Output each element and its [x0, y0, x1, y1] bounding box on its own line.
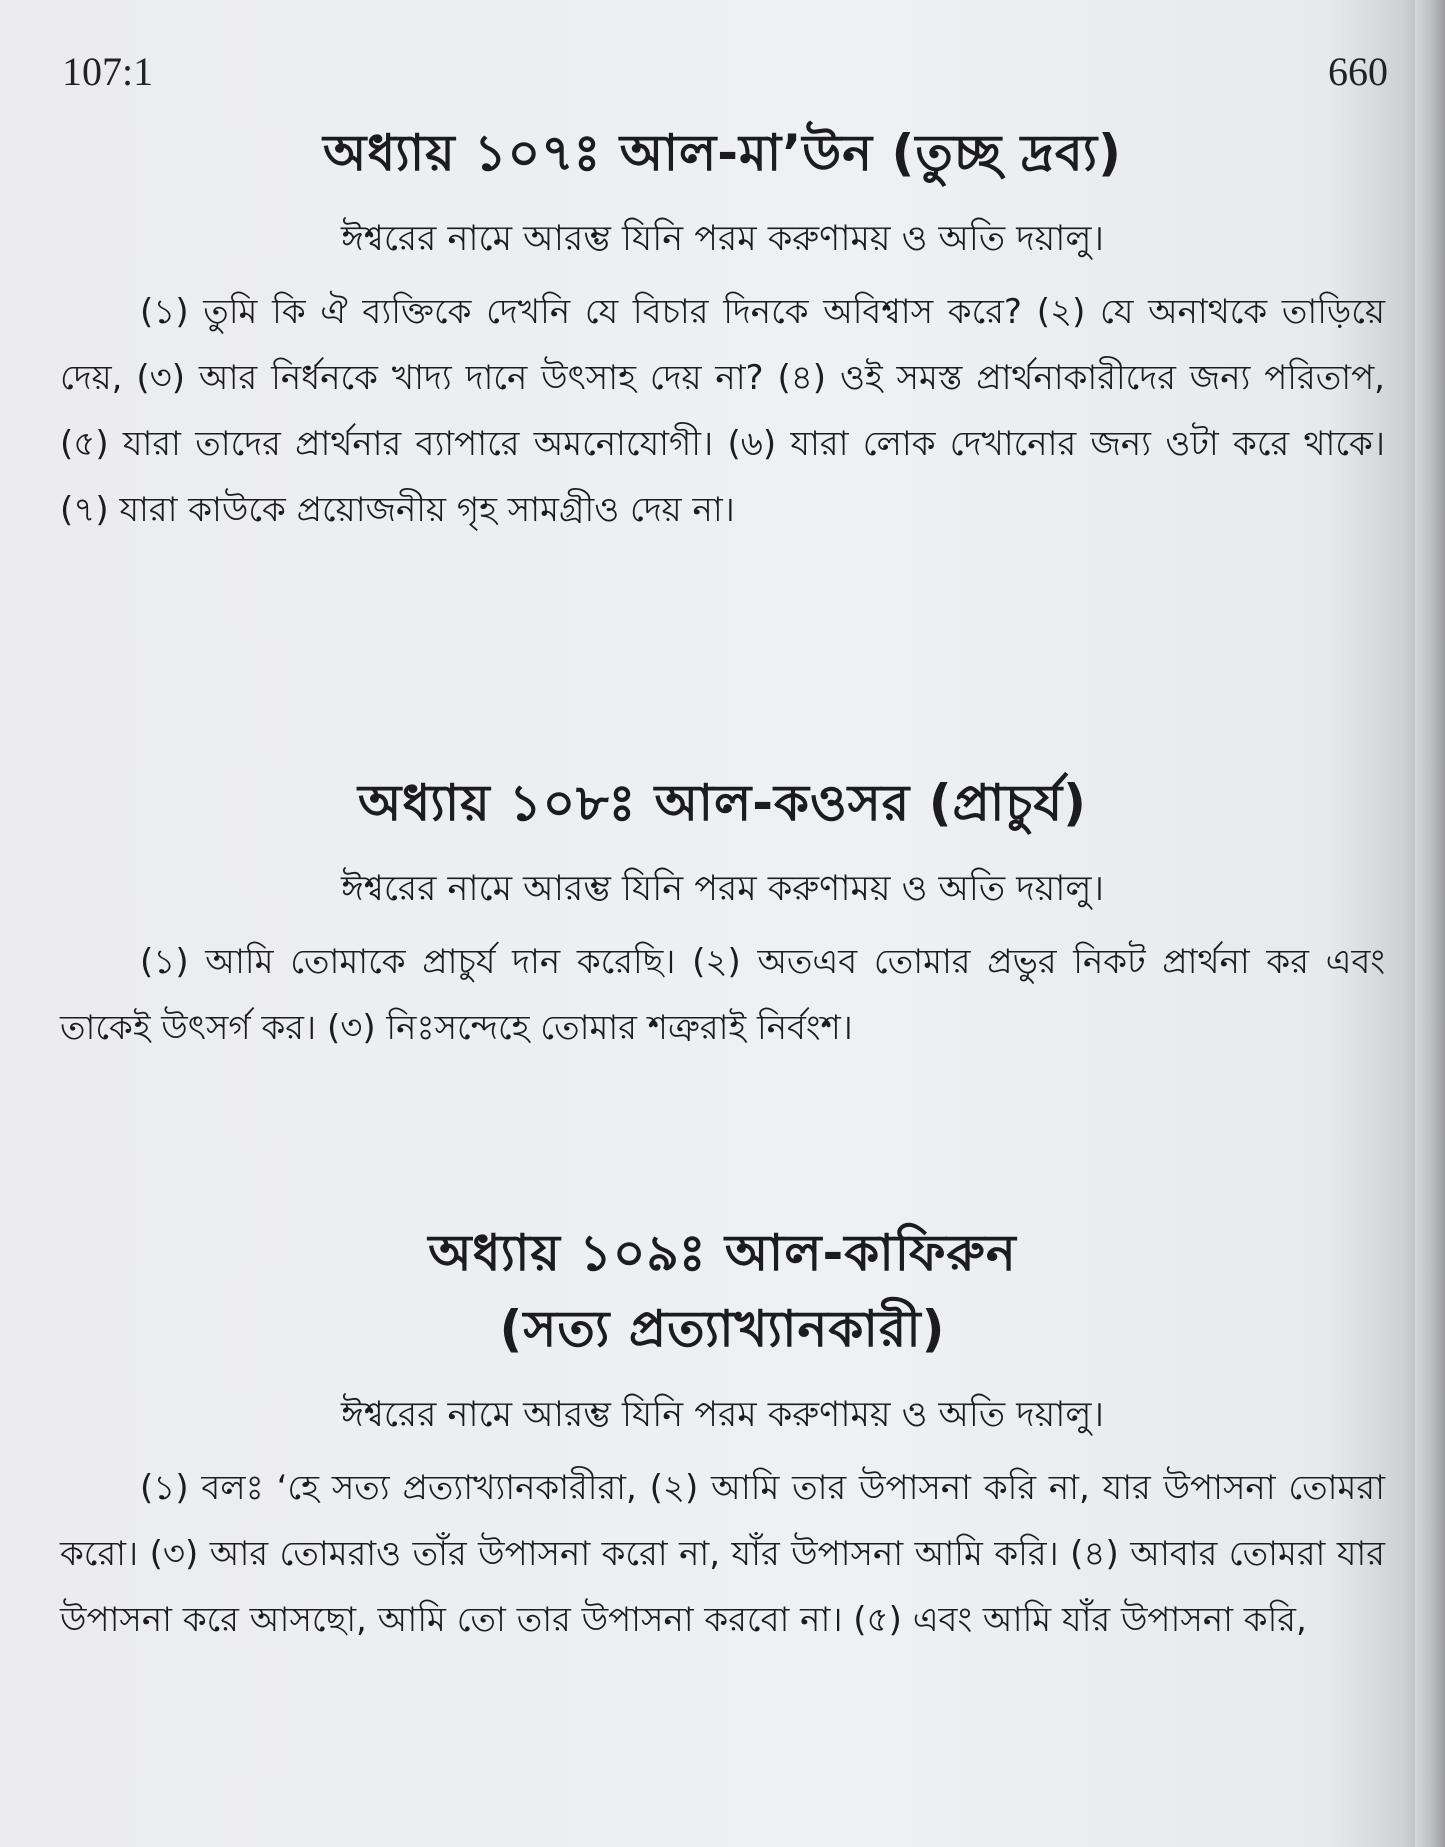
chapter-subtitle: (সত্য প্রত্যাখ্যানকারী)	[499, 1300, 946, 1358]
chapter-title: অধ্যায় ১০৭ঃ আল-মা’উন (তুচ্ছ দ্রব্য)	[322, 124, 1122, 182]
running-head-verse-ref: 107:1	[62, 49, 154, 94]
chapter-title: অধ্যায় ১০৯ঃ আল-কাফিরুন	[428, 1224, 1017, 1282]
page-number: 660	[1328, 49, 1388, 94]
chapter-108	[60, 765, 1385, 1061]
chapter-verses: (১) আমি তোমাকে প্রাচুর্য দান করেছি। (২) অতএব তোমার প্রভুর নিকট প্রার্থনা কর এবং তাকেই উৎসর্গ কর। (৩) নিঃসন্দেহে তোমার শত্রুরাই নির্বংশ।	[60, 942, 1385, 1048]
page-edge	[1415, 0, 1445, 1847]
bismillah: ঈশ্বরের নামে আরম্ভ যিনি পরম করুণাময় ও অতি দয়ালু।	[340, 1395, 1104, 1435]
bismillah: ঈশ্বরের নামে আরম্ভ যিনি পরম করুণাময় ও অতি দয়ালু।	[340, 219, 1104, 259]
chapter-109	[60, 1215, 1385, 1653]
bismillah: ঈশ্বরের নামে আরম্ভ যিনি পরম করুণাময় ও অতি দয়ালু।	[340, 869, 1104, 909]
chapter-107	[60, 115, 1385, 543]
chapter-title: অধ্যায় ১০৮ঃ আল-কওসর (প্রাচুর্য)	[357, 774, 1087, 832]
chapter-verses: (১) বলঃ ‘হে সত্য প্রত্যাখ্যানকারীরা, (২) আমি তার উপাসনা করি না, যার উপাসনা তোমরা করো। (৩) আর তোমরাও তাঁর উপাসনা করো না, যাঁর উপাসনা আমি করি। (৪) আবার তোমরা যার উপাসনা করে আসছো, আমি তো তার উপাসনা করবো না। (৫) এবং আমি যাঁর উপাসনা করি,	[60, 1468, 1385, 1640]
chapter-verses: (১) তুমি কি ঐ ব্যক্তিকে দেখনি যে বিচার দিনকে অবিশ্বাস করে? (২) যে অনাথকে তাড়িয়ে দেয়, (৩) আর নির্ধনকে খাদ্য দানে উৎসাহ দেয় না? (৪) ওই সমস্ত প্রার্থনাকারীদের জন্য পরিতাপ, (৫) যারা তাদের প্রার্থনার ব্যাপারে অমনোযোগী। (৬) যারা লোক দেখানোর জন্য ওটা করে থাকে। (৭) যারা কাউকে প্রয়োজনীয় গৃহ সামগ্রীও দেয় না।	[60, 292, 1385, 530]
